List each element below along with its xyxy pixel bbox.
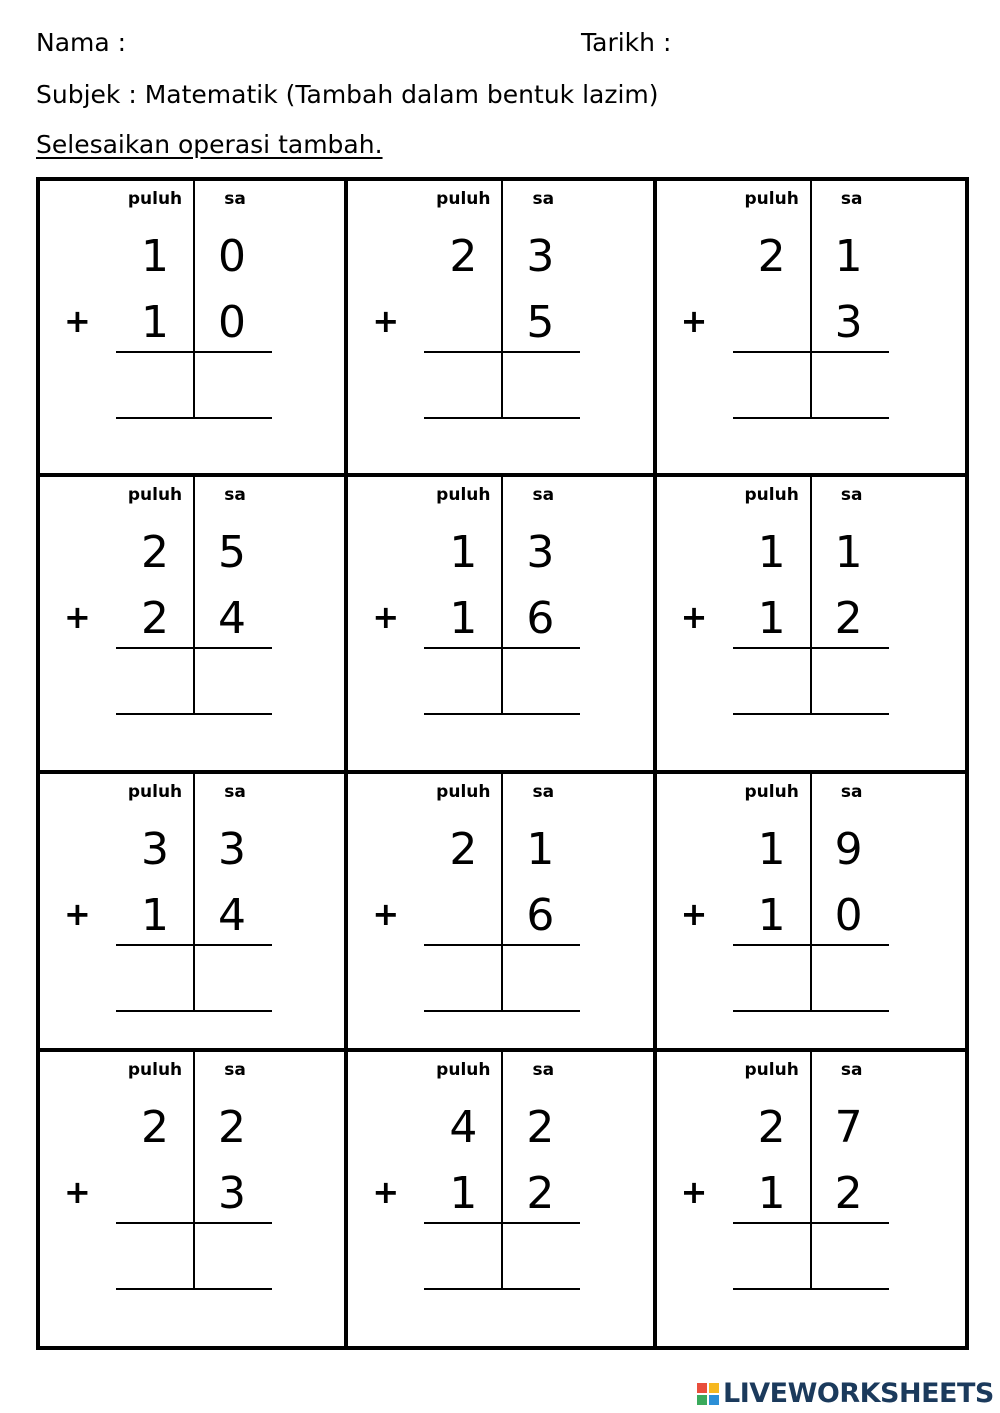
- addend1-tens-digit: 2: [141, 527, 169, 578]
- tens-column-label: puluh: [127, 782, 183, 802]
- column-divider: [810, 477, 812, 713]
- answer-line[interactable]: [733, 1010, 889, 1012]
- addend2-tens-digit: 1: [141, 890, 169, 941]
- plus-sign: +: [64, 598, 91, 636]
- tens-column-label: puluh: [127, 189, 183, 209]
- answer-line[interactable]: [424, 1288, 580, 1290]
- answer-line[interactable]: [116, 1010, 272, 1012]
- addend1-tens-digit: 1: [757, 527, 786, 578]
- addend2-tens-digit: 1: [757, 890, 786, 941]
- ones-column-label: sa: [532, 1060, 555, 1080]
- sum-line: [116, 351, 272, 353]
- column-divider: [501, 181, 503, 417]
- addend2-ones-digit: 3: [834, 297, 863, 348]
- column-divider: [810, 1052, 812, 1288]
- addend2-ones-digit: 3: [218, 1168, 246, 1219]
- sum-line: [424, 1222, 580, 1224]
- addend1-tens-digit: 2: [141, 1102, 169, 1153]
- column-divider: [501, 477, 503, 713]
- column-divider: [501, 774, 503, 1010]
- ones-column-label: sa: [224, 189, 246, 209]
- answer-line[interactable]: [424, 713, 580, 715]
- sum-line: [733, 351, 889, 353]
- addend1-ones-digit: 9: [834, 824, 863, 875]
- plus-sign: +: [64, 302, 91, 340]
- problem-cell: [40, 181, 348, 477]
- sum-line: [424, 647, 580, 649]
- answer-line[interactable]: [733, 1288, 889, 1290]
- addend1-ones-digit: 3: [526, 527, 555, 578]
- sum-line: [733, 944, 889, 946]
- addend1-tens-digit: 2: [449, 824, 478, 875]
- problem-cell: [657, 477, 965, 774]
- problem-cell: [348, 477, 656, 774]
- ones-column-label: sa: [840, 782, 863, 802]
- plus-sign: +: [372, 302, 400, 340]
- plus-sign: +: [372, 1173, 400, 1211]
- logo-mark-icon: [697, 1383, 719, 1405]
- addend2-tens-digit: 2: [141, 593, 169, 644]
- problem-cell: [40, 1052, 348, 1346]
- ones-column-label: sa: [532, 782, 555, 802]
- sum-line: [116, 944, 272, 946]
- answer-line[interactable]: [424, 1010, 580, 1012]
- addend2-ones-digit: 6: [526, 890, 555, 941]
- ones-column-label: sa: [224, 1060, 246, 1080]
- addend1-tens-digit: 1: [449, 527, 478, 578]
- tens-column-label: puluh: [744, 782, 799, 802]
- problem-cell: [657, 774, 965, 1052]
- addend1-ones-digit: 2: [526, 1102, 555, 1153]
- sum-line: [116, 647, 272, 649]
- tens-column-label: puluh: [436, 1060, 491, 1080]
- column-divider: [193, 477, 195, 713]
- tens-column-label: puluh: [744, 189, 799, 209]
- answer-line[interactable]: [424, 417, 580, 419]
- tens-column-label: puluh: [436, 782, 491, 802]
- liveworksheets-logo: [697, 1378, 994, 1409]
- addend2-tens-digit: 1: [757, 593, 786, 644]
- column-divider: [193, 774, 195, 1010]
- problem-cell: [348, 181, 656, 477]
- sum-line: [733, 1222, 889, 1224]
- answer-line[interactable]: [733, 713, 889, 715]
- plus-sign: +: [680, 895, 708, 933]
- sum-line: [424, 944, 580, 946]
- addend1-tens-digit: 1: [141, 231, 169, 282]
- ones-column-label: sa: [532, 485, 555, 505]
- ones-column-label: sa: [840, 485, 863, 505]
- addend1-tens-digit: 3: [141, 824, 169, 875]
- sum-line: [733, 647, 889, 649]
- addend2-tens-digit: 1: [449, 1168, 478, 1219]
- addend1-ones-digit: 1: [834, 231, 863, 282]
- ones-column-label: sa: [224, 782, 246, 802]
- addend2-ones-digit: 4: [218, 890, 246, 941]
- addend1-ones-digit: 1: [526, 824, 555, 875]
- plus-sign: +: [680, 598, 708, 636]
- tens-column-label: puluh: [436, 189, 491, 209]
- addend2-ones-digit: 6: [526, 593, 555, 644]
- plus-sign: +: [64, 895, 91, 933]
- answer-line[interactable]: [116, 713, 272, 715]
- answer-line[interactable]: [116, 1288, 272, 1290]
- addend2-tens-digit: 1: [757, 1168, 786, 1219]
- plus-sign: +: [64, 1173, 91, 1211]
- answer-line[interactable]: [116, 417, 272, 419]
- addend1-tens-digit: 2: [449, 231, 478, 282]
- addend1-ones-digit: 7: [834, 1102, 863, 1153]
- addend1-ones-digit: 3: [526, 231, 555, 282]
- addend2-ones-digit: 5: [526, 297, 555, 348]
- column-divider: [810, 181, 812, 417]
- ones-column-label: sa: [224, 485, 246, 505]
- addend1-ones-digit: 2: [218, 1102, 246, 1153]
- addend1-ones-digit: 5: [218, 527, 246, 578]
- column-divider: [193, 1052, 195, 1288]
- addend2-tens-digit: 1: [449, 593, 478, 644]
- sum-line: [424, 351, 580, 353]
- addend1-ones-digit: 1: [834, 527, 863, 578]
- addend2-ones-digit: 2: [834, 1168, 863, 1219]
- addend1-tens-digit: 2: [757, 231, 786, 282]
- addend1-tens-digit: 4: [449, 1102, 478, 1153]
- plus-sign: +: [680, 1173, 708, 1211]
- column-divider: [193, 181, 195, 417]
- tens-column-label: puluh: [127, 1060, 183, 1080]
- column-divider: [501, 1052, 503, 1288]
- problem-cell: [40, 477, 348, 774]
- addend1-ones-digit: 0: [218, 231, 246, 282]
- column-divider: [810, 774, 812, 1010]
- addend2-ones-digit: 2: [526, 1168, 555, 1219]
- problem-cell: [657, 181, 965, 477]
- plus-sign: +: [372, 598, 400, 636]
- subject-line: Subjek : Matematik (Tambah dalam bentuk lazim): [36, 80, 659, 109]
- addend1-tens-digit: 1: [757, 824, 786, 875]
- problem-cell: [40, 774, 348, 1052]
- tarikh-label: Tarikh :: [581, 28, 672, 57]
- problem-cell: [657, 1052, 965, 1346]
- addend2-tens-digit: 1: [141, 297, 169, 348]
- problem-cell: [348, 774, 656, 1052]
- logo-square-red: [697, 1383, 707, 1393]
- addend2-ones-digit: 0: [834, 890, 863, 941]
- addend2-ones-digit: 2: [834, 593, 863, 644]
- answer-line[interactable]: [733, 417, 889, 419]
- sum-line: [116, 1222, 272, 1224]
- logo-square-blue: [709, 1395, 719, 1405]
- tens-column-label: puluh: [436, 485, 491, 505]
- logo-text: LIVEWORKSHEETS: [723, 1378, 994, 1409]
- problem-grid: [36, 177, 969, 1350]
- ones-column-label: sa: [840, 189, 863, 209]
- addend2-ones-digit: 0: [218, 297, 246, 348]
- addend2-ones-digit: 4: [218, 593, 246, 644]
- logo-square-yellow: [709, 1383, 719, 1393]
- nama-label: Nama :: [36, 28, 127, 57]
- plus-sign: +: [372, 895, 400, 933]
- addend1-ones-digit: 3: [218, 824, 246, 875]
- logo-square-green: [697, 1395, 707, 1405]
- plus-sign: +: [680, 302, 708, 340]
- tens-column-label: puluh: [127, 485, 183, 505]
- addend1-tens-digit: 2: [757, 1102, 786, 1153]
- instruction: Selesaikan operasi tambah.: [36, 130, 383, 159]
- ones-column-label: sa: [532, 189, 555, 209]
- ones-column-label: sa: [840, 1060, 863, 1080]
- problem-cell: [348, 1052, 656, 1346]
- tens-column-label: puluh: [744, 1060, 799, 1080]
- tens-column-label: puluh: [744, 485, 799, 505]
